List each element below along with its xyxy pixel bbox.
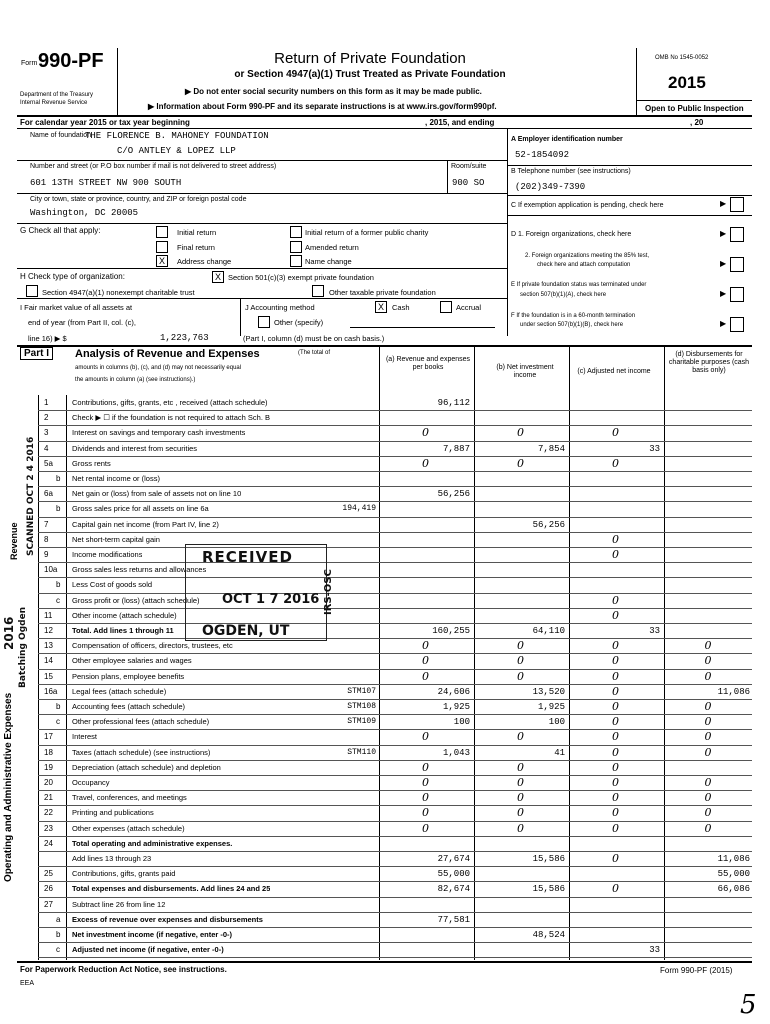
amount-column-a: 0 [422,776,429,789]
line-number: 22 [44,808,53,818]
table-row [0,593,770,608]
table-row [0,669,770,684]
paperwork-notice: For Paperwork Reduction Act Notice, see instructions. [20,965,227,974]
initial-return-label: Initial return [177,228,217,237]
cash-checkbox[interactable]: X [375,301,387,313]
phone-value: (202)349-7390 [515,182,586,192]
line-number: 2 [44,413,49,423]
line-label: Interest on savings and temporary cash investments [72,428,246,438]
amount-column-b: 0 [517,821,524,835]
table-row [0,881,770,896]
table-row [0,608,770,623]
fmv-label-3: line 16) ▶ $ [28,334,67,343]
table-row [0,501,770,516]
amount-column-d: 0 [704,806,712,820]
line-number: 9 [44,550,49,559]
amount-column-b: 0 [517,791,524,805]
amount-column-b: 7,854 [537,443,565,454]
table-row [0,805,770,820]
table-row [0,471,770,486]
amount-column-a: 0 [422,791,429,805]
cash-basis-note: (Part I, column (d) must be on cash basis.) [243,334,385,343]
column-b-header: (b) Net investment income [496,364,554,379]
street-label: Number and street (or P.O box number if mail is not delivered to street address) [30,163,277,170]
line-label: Adjusted net income (if negative, enter -0-) [72,945,224,955]
other-taxable-checkbox[interactable] [312,285,324,297]
line-sub-letter: b [56,580,61,590]
line-sub-letter: c [56,717,60,727]
amount-column-a: 160,255 [432,626,470,636]
part-one-label: Part I [20,347,53,360]
amount-column-c: 0 [612,700,619,713]
table-row [0,851,770,866]
table-row [0,517,770,532]
amount-column-a: 96,112 [437,398,470,408]
line-label: Excess of revenue over expenses and disbursements [72,914,263,924]
line-reference: STM110 [347,747,376,757]
line-number: 16a [44,686,58,696]
amount-column-c: 0 [612,882,619,896]
amount-column-c: 0 [612,776,619,789]
table-row [0,714,770,729]
name-change-label: Name change [305,257,352,266]
line-number: 11 [44,610,53,620]
fmv-label-2: end of year (from Part II, col. (c), [28,318,136,327]
address-change-label: Address change [177,257,232,266]
final-return-checkbox[interactable] [156,241,168,253]
line-number: 12 [44,626,53,635]
table-row [0,760,770,775]
table-row [0,577,770,592]
amount-column-d: 11,086 [717,686,750,697]
amount-column-b: 41 [554,747,565,758]
ssn-warning: ▶ Do not enter social security numbers on this form as it may be made public. [185,87,482,96]
line-label: Other employee salaries and wages [72,656,192,666]
table-row [0,897,770,912]
amount-column-b: 15,586 [532,854,565,864]
table-row [0,653,770,668]
check-c-label: C If exemption application is pending, check here [511,202,664,209]
amount-column-d: 66,086 [717,884,750,895]
calendar-and-ending: , 2015, and ending [425,118,495,127]
check-d2-box[interactable] [730,257,744,272]
amended-return-checkbox[interactable] [290,241,302,253]
line-label: Check ▶ ☐ if the foundation is not required to attach Sch. B [72,413,271,423]
amount-column-a: 1,925 [442,702,470,712]
amount-column-c: 0 [612,456,619,470]
amount-column-a: 0 [422,669,429,683]
amount-column-b: 0 [517,760,524,774]
line-label: Net short-term capital gain [72,534,160,544]
table-row [0,395,770,410]
check-d2-label-b: check here and attach computation [537,262,631,268]
name-label: Name of foundation [30,132,92,139]
received-stamp-date: OCT 1 7 2016 [222,592,320,607]
amount-column-d: 0 [704,821,712,835]
tax-year: 2015 [668,73,706,92]
line-number: 23 [44,823,53,833]
line-label: Contributions, gifts, grants, etc , received (attach schedule) [72,398,268,407]
amount-column-c: 0 [612,608,619,622]
line-label: Legal fees (attach schedule) [72,686,167,696]
table-row [0,425,770,440]
line-number: 7 [44,519,49,529]
check-d1-label: D 1. Foreign organizations, check here [511,231,632,238]
table-row [0,866,770,881]
line-number: 17 [44,732,53,742]
line-sub-letter: b [56,474,61,483]
line-label: Taxes (attach schedule) (see instructions) [72,747,211,757]
accounting-method-label: J Accounting method [245,303,315,312]
check-d2-label-a: 2. Foreign organizations meeting the 85% test, [525,253,650,259]
received-stamp-ogden: OGDEN, UT [202,623,290,639]
line-number: 21 [44,793,53,803]
table-row [0,441,770,456]
other-method-checkbox[interactable] [258,316,270,328]
table-row [0,745,770,760]
phone-label: B Telephone number (see instructions) [511,168,631,175]
amount-column-b: 0 [517,776,524,789]
line-number: 27 [44,899,53,909]
room-suite: 900 SO [452,178,485,188]
part-one-desc-1: (The total of [298,350,331,356]
check-c-box[interactable] [730,197,744,212]
amount-column-a: 0 [422,821,429,835]
part-one-desc-3: the amounts in column (a) (see instructions).) [75,377,196,383]
check-f-box[interactable] [730,317,744,332]
amended-return-label: Amended return [305,243,359,252]
table-row [0,699,770,714]
line-reference: STM108 [347,702,376,711]
line-label: Pension plans, employee benefits [72,671,185,681]
calendar-year-label: For calendar year 2015 or tax year beginning [20,118,190,127]
amount-column-b: 0 [517,654,524,668]
line-label: Total operating and administrative expenses. [72,838,233,848]
line-reference: STM109 [347,717,376,727]
instructions-link[interactable]: ▶ Information about Form 990-PF and its separate instructions is at www.irs.gov/form990pf. [148,102,497,111]
calendar-end-year: , 20 [690,118,704,127]
amount-column-c: 0 [612,852,619,865]
amount-column-b: 48,524 [532,930,565,940]
amount-column-a: 55,000 [437,869,470,880]
line-label: Net gain or (loss) from sale of assets not on line 10 [72,489,242,499]
amount-column-a: 0 [422,806,429,820]
line-number: 4 [44,443,49,453]
table-row [0,547,770,562]
part-one-desc-2: amounts in columns (b), (c), and (d) may not necessarily equal [75,365,242,371]
care-of: C/O ANTLEY & LOPEZ LLP [117,146,236,156]
line-label: Gross profit or (loss) (attach schedule) [72,595,200,605]
check-e-label-b: section 507(b)(1)(A), check here [520,292,607,298]
line-number: 3 [44,428,49,438]
table-row [0,486,770,501]
amount-column-b: 0 [517,426,524,440]
city-state-zip: Washington, DC 20005 [30,208,139,218]
line-reference: 194,419 [342,504,376,514]
amount-column-c: 33 [649,443,660,454]
line-number: 1 [44,398,49,407]
table-row [0,456,770,471]
amount-column-a: 0 [422,639,429,653]
table-row [0,729,770,744]
amount-column-b: 100 [548,717,565,728]
amount-column-c: 0 [612,532,619,546]
amount-column-a: 77,581 [437,914,470,925]
amount-column-a: 0 [422,654,429,668]
fmv-label-1: I Fair market value of all assets at [20,303,133,312]
form-subtitle: or Section 4947(a)(1) Trust Treated as Private Foundation [234,69,506,80]
line-sub-letter: c [56,945,60,955]
line-label: Add lines 13 through 23 [72,854,152,863]
line-number: 18 [44,747,53,757]
amount-column-a: 0 [422,760,429,774]
part-one-title: Analysis of Revenue and Expenses [75,348,260,360]
form-title: Return of Private Foundation [274,50,466,67]
table-row [0,836,770,851]
column-a-header: (a) Revenue and expenses per books [385,356,471,371]
line-number: 25 [44,869,53,879]
amount-column-b: 0 [517,730,524,744]
h-check-label: H Check type of organization: [20,272,125,281]
amount-column-a: 82,674 [437,884,470,895]
side-label-expenses: Operating and Administrative Expenses [3,692,14,882]
line-label: Interest [72,732,98,742]
amount-column-c: 0 [612,684,619,698]
amount-column-c: 0 [612,548,619,561]
amount-column-c: 0 [612,760,619,774]
line-label: Gross rents [72,458,111,468]
amount-column-d: 0 [704,776,712,789]
amount-column-b: 0 [517,456,524,470]
amount-column-c: 0 [612,730,619,744]
line-label: Total. Add lines 1 through 11 [72,626,174,635]
amount-column-b: 0 [517,639,524,653]
line-label: Dividends and interest from securities [72,443,198,453]
line-label: Compensation of officers, directors, trustees, etc [72,641,233,651]
line-label: Other professional fees (attach schedule) [72,717,210,727]
table-row [0,623,770,638]
line-label: Other expenses (attach schedule) [72,823,185,833]
amount-column-a: 1,043 [442,747,470,758]
irs-osc-stamp: IRS-OSC [323,569,334,615]
check-f-label-a: F If the foundation is in a 60-month termination [511,313,636,319]
amount-column-c: 0 [612,806,619,820]
check-e-label-a: E If private foundation status was terminated under [511,282,647,288]
line-number: 6a [44,489,53,499]
amount-column-c: 0 [612,426,619,440]
received-stamp-text: RECEIVED [202,548,293,566]
amount-column-a: 7,887 [442,443,470,454]
ein-label: A Employer identification number [511,136,623,143]
line-label: Income modifications [72,550,143,559]
table-row [0,927,770,942]
line-label: Gross sales less returns and allowances [72,565,207,575]
amount-column-d: 55,000 [717,869,750,880]
final-return-label: Final return [177,243,215,252]
section-501-label: Section 501(c)(3) exempt private foundation [228,273,374,282]
amount-column-a: 0 [422,730,429,744]
amount-column-a: 100 [453,717,470,728]
initial-former-label: Initial return of a former public charity [305,228,429,237]
amount-column-d: 0 [704,730,712,744]
amount-column-d: 0 [704,639,712,653]
line-label: Net investment income (if negative, enter -0-) [72,930,233,939]
amount-column-d: 0 [704,791,712,805]
line-number: 19 [44,762,53,772]
amount-column-d: 0 [704,745,712,759]
table-row [0,562,770,577]
department-treasury: Department of the Treasury [20,92,94,98]
table-row [0,790,770,805]
line-sub-letter: b [56,930,61,939]
line-label: Depreciation (attach schedule) and depletion [72,762,221,772]
ein-value: 52-1854092 [515,150,570,160]
page-number-handwritten: 5 [740,990,757,1020]
line-number: 20 [44,778,53,787]
fmv-value: 1,223,763 [160,333,209,343]
line-label: Accounting fees (attach schedule) [72,702,185,711]
amount-column-b: 15,586 [532,884,565,895]
amount-column-c: 0 [612,821,619,835]
line-label: Travel, conferences, and meetings [72,793,187,803]
line-label: Less Cost of goods sold [72,580,153,590]
amount-column-c: 0 [612,593,619,607]
line-label: Contributions, gifts, grants paid [72,869,176,879]
table-row [0,775,770,790]
amount-column-a: 24,606 [437,686,470,697]
line-number: 5a [44,458,53,468]
address-change-checkbox[interactable]: X [156,255,168,267]
street-address: 601 13TH STREET NW 900 SOUTH [30,178,182,188]
section-4947-label: Section 4947(a)(1) nonexempt charitable trust [42,288,195,297]
side-label-revenue: Revenue [9,522,19,560]
amount-column-d: 0 [704,715,712,729]
room-label: Room/suite [451,163,487,170]
amount-column-d: 0 [704,669,712,683]
batching-stamp: Batching Ogden [18,606,28,688]
amount-column-a: 27,674 [437,854,470,864]
amount-column-a: 56,256 [437,489,470,500]
omb-number: OMB No 1545-0052 [655,55,709,61]
amount-column-c: 0 [612,715,619,729]
check-f-label-b: under section 507(b)(1)(B), check here [520,322,624,328]
line-label: Net rental income or (loss) [72,474,160,483]
amount-column-d: 0 [704,700,712,713]
open-public-inspection: Open to Public Inspection [645,104,744,113]
table-row [0,638,770,653]
line-label: Occupancy [72,778,110,787]
line-label: Capital gain net income (from Part IV, line 2) [72,519,219,529]
table-row [0,410,770,425]
column-c-header: (c) Adjusted net income [577,368,651,375]
amount-column-c: 0 [612,669,619,683]
line-number: 13 [44,641,53,651]
amount-column-b: 1,925 [537,702,565,712]
line-sub-letter: b [56,702,61,711]
amount-column-a: 0 [422,456,429,470]
form-reference: Form 990-PF (2015) [660,966,733,975]
cash-label: Cash [392,303,410,312]
internal-revenue-service: Internal Revenue Service [20,100,88,106]
scanned-stamp: SCANNED OCT 2 4 2016 [26,436,36,556]
amount-column-b: 64,110 [532,626,565,636]
form-number: 990-PF [38,50,104,72]
column-d-header: (d) Disbursements for charitable purposes (cash basis only) [668,351,750,374]
form-label: Form [21,60,38,67]
initial-return-checkbox[interactable] [156,226,168,238]
section-4947-checkbox[interactable] [26,285,38,297]
line-number: 26 [44,884,53,894]
line-label: Printing and publications [72,808,154,818]
line-label: Other income (attach schedule) [72,610,177,620]
section-501-checkbox[interactable]: X [212,271,224,283]
line-label: Total expenses and disbursements. Add lines 24 and 25 [72,884,271,894]
amount-column-c: 0 [612,639,619,653]
other-taxable-label: Other taxable private foundation [329,288,436,297]
g-check-label: G Check all that apply: [20,226,101,235]
table-row [0,942,770,957]
eea-label: EEA [20,980,35,987]
line-label: Gross sales price for all assets on line 6a [72,504,209,514]
year-stamp: 2016 [2,616,16,650]
line-number: 8 [44,534,49,544]
line-label: Subtract line 26 from line 12 [72,899,166,909]
amount-column-c: 33 [649,945,660,956]
line-reference: STM107 [347,686,376,696]
other-method-label: Other (specify) [274,318,324,327]
table-row [0,912,770,927]
city-label: City or town, state or province, country, and ZIP or foreign postal code [30,196,247,203]
line-number: 24 [44,838,53,848]
table-row [0,821,770,836]
amount-column-d: 0 [704,654,712,668]
initial-former-checkbox[interactable] [290,226,302,238]
accrual-label: Accrual [456,303,482,312]
foundation-name: THE FLORENCE B. MAHONEY FOUNDATION [85,131,269,141]
table-row [0,684,770,699]
amount-column-c: 33 [649,626,660,636]
line-sub-letter: c [56,595,60,605]
amount-column-d: 11,086 [717,854,750,864]
amount-column-b: 13,520 [532,686,565,697]
amount-column-b: 0 [517,806,524,820]
amount-column-b: 0 [517,669,524,683]
line-number: 15 [44,671,53,681]
line-number: 10a [44,565,58,575]
table-row [0,532,770,547]
line-sub-letter: a [56,914,61,924]
amount-column-c: 0 [612,654,619,668]
check-d1-box[interactable] [730,227,744,242]
line-number: 14 [44,656,53,666]
amount-column-c: 0 [612,745,619,759]
amount-column-a: 0 [422,426,429,440]
name-change-checkbox[interactable] [290,255,302,267]
amount-column-c: 0 [612,791,619,805]
amount-column-b: 56,256 [532,519,565,530]
check-e-box[interactable] [730,287,744,302]
accrual-checkbox[interactable] [440,301,452,313]
line-sub-letter: b [56,504,61,514]
